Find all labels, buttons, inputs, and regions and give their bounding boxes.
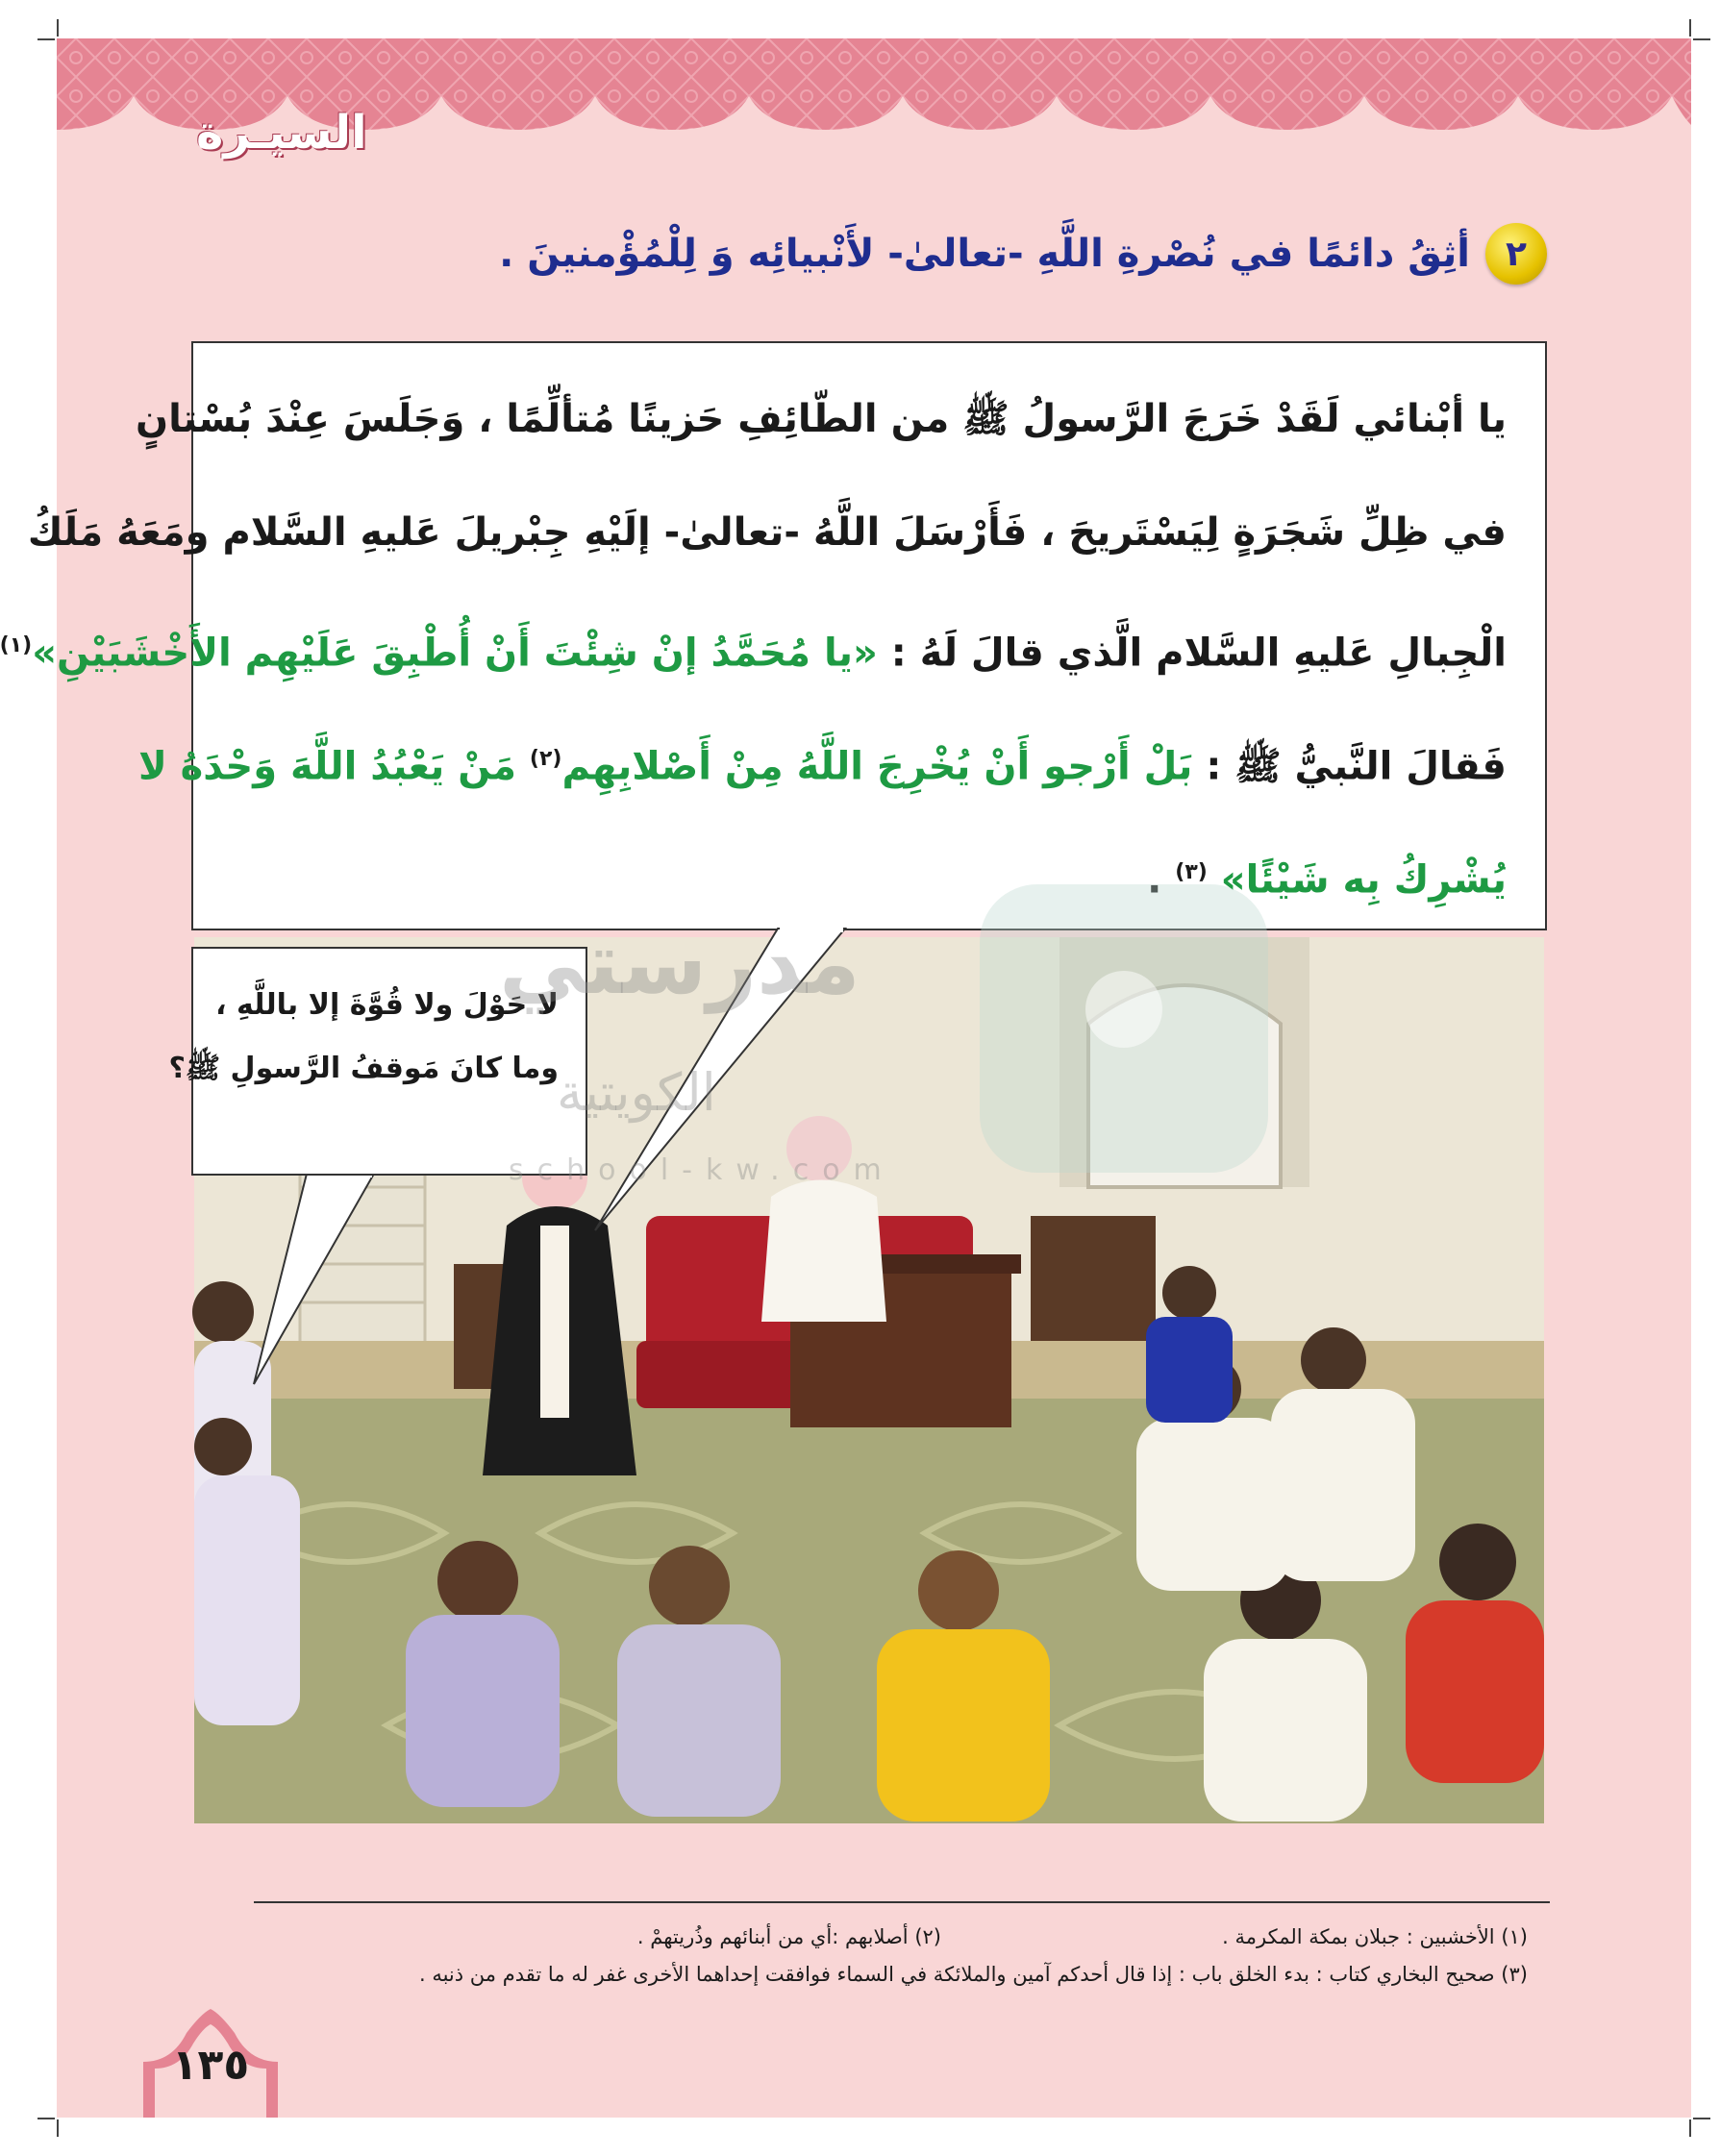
hadith-quote-2a: بَلْ أَرْجو أَنْ يُخْرِجَ اللَّهُ مِنْ أَصْلابِهِم [561, 744, 1193, 789]
speech-line-2: وما كانَ مَوقفُ الرَّسولِ ﷺ؟ [168, 1052, 559, 1085]
hadith-quote-2b: مَنْ يَعْبُدُ اللَّهَ وَحْدَهُ لا [137, 744, 516, 789]
section-title: السيـرة [196, 106, 367, 160]
footnote-ref-3: (٣) [1175, 860, 1208, 884]
story-line-5-end: . [1147, 857, 1162, 903]
story-line-1: يا أبْنائي لَقَدْ خَرَجَ الرَّسولُ ﷺ من الطّائِفِ حَزينًا مُتألِّمًا ، وَجَلَسَ عِنْدَ بُسْتانٍ [135, 397, 1507, 441]
hadith-quote-1: «يا مُحَمَّدُ إنْ شِئْتَ أَنْ أُطْبِقَ عَلَيْهِم الأَخْشَبَيْنِ» [32, 631, 878, 676]
point-number-badge: ٢ [1485, 223, 1547, 285]
watermark-sub: الكويتية [557, 1062, 716, 1123]
footnote-3: (٣) صحيح البخاري كتاب : بدء الخلق باب : إذا قال أحدكم آمين والملائكة في السماء فوافقت إحداهما الأخرى غفر له ما تقدم من ذنبه . [418, 1963, 1528, 1986]
hadith-quote-2c: يُشْرِكُ بِه شَيْئًا» [1220, 857, 1507, 903]
footnote-ref-2: (٢) [529, 747, 562, 771]
story-line-4-text: فَقالَ النَّبيُّ ﷺ : [1206, 744, 1507, 789]
story-line-2: في ظِلِّ شَجَرَةٍ لِيَسْتَريحَ ، فَأَرْسَلَ اللَّهُ -تعالىٰ- إلَيْهِ جِبْريلَ عَليهِ السَّلام ومَعَهُ مَلَكُ [27, 510, 1507, 555]
lesson-point-text: أثِقُ دائمًا في نُصْرةِ اللَّهِ -تعالىٰ- لأَنْبيائِه وَ لِلْمُؤْمنينَ . [499, 232, 1470, 276]
page-number: ١٣٥ [171, 2041, 250, 2090]
speech-line-1: لا حَوْلَ ولا قُوَّةَ إلا باللَّهِ ، [215, 988, 559, 1022]
footnote-2: (٢) أصلابهم :أي من أبنائهم وذُريتهمْ . [636, 1925, 941, 1948]
footnote-1: (١) الأخشبين : جبلان بمكة المكرمة . [1222, 1925, 1528, 1948]
watermark-url: school-kw.com [509, 1153, 895, 1187]
footnote-ref-1: (١) [0, 633, 33, 657]
watermark-brand: مدرستي [499, 913, 860, 1014]
story-line-3-text: الْجِبالِ عَليهِ السَّلام الَّذي قالَ لَهُ : [890, 631, 1507, 676]
